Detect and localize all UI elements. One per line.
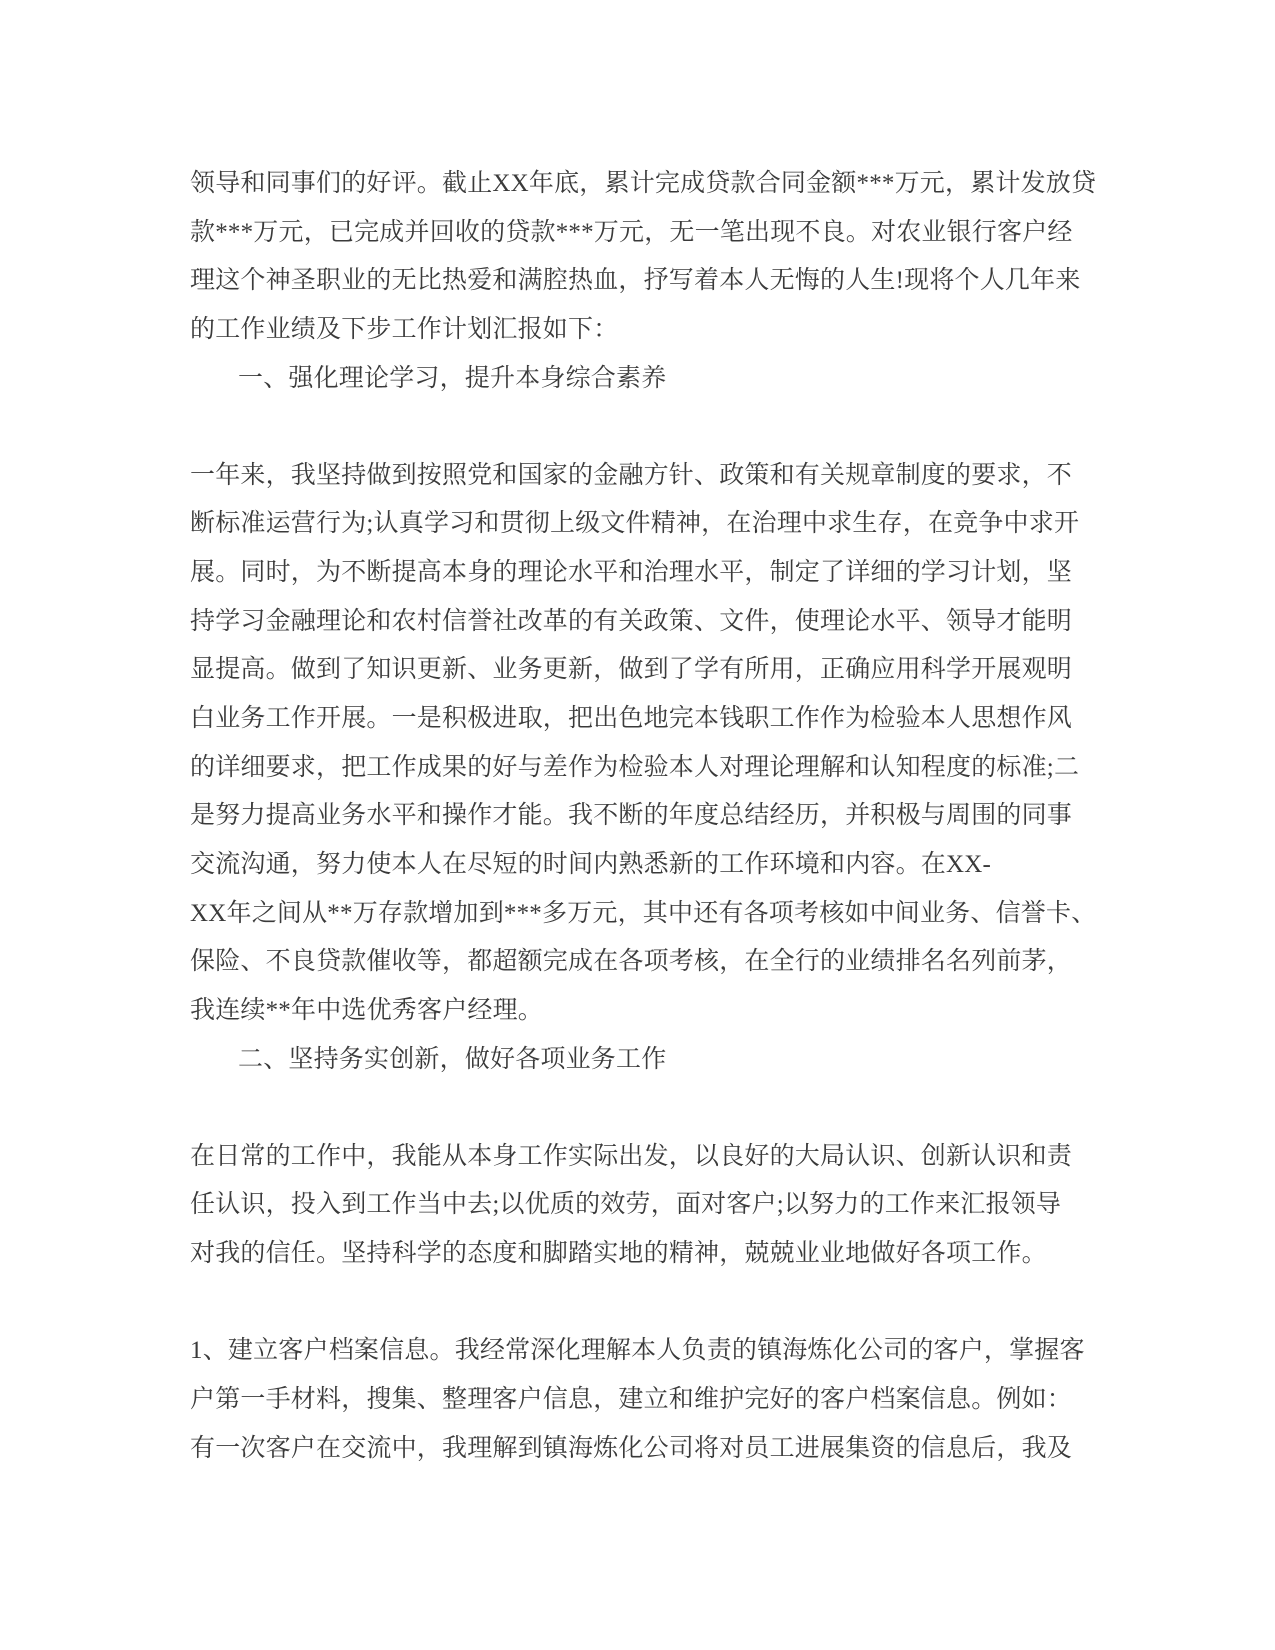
text-line: 持学习金融理论和农村信誉社改革的有关政策、文件，使理论水平、领导才能明 xyxy=(190,607,1073,635)
document-body xyxy=(190,160,1097,1473)
text-line: 显提高。做到了知识更新、业务更新，做到了学有所用，正确应用科学开展观明 xyxy=(190,656,1073,684)
text-line: 款***万元，已完成并回收的贷款***万元，无一笔出现不良。对农业银行客户经 xyxy=(190,218,1073,246)
text-line: 理这个神圣职业的无比热爱和满腔热血，抒写着本人无悔的人生!现将个人几年来 xyxy=(190,267,1081,295)
text-line: 展。同时，为不断提高本身的理论水平和治理水平，制定了详细的学习计划，坚 xyxy=(190,559,1073,587)
text-line: 交流沟通，努力使本人在尽短的时间内熟悉新的工作环境和内容。在XX- xyxy=(190,850,992,878)
text-line: 断标准运营行为;认真学习和贯彻上级文件精神，在治理中求生存，在竞争中求开 xyxy=(190,510,1080,538)
blank-line xyxy=(190,403,1071,452)
text-line: XX年之间从**万存款增加到***多万元，其中还有各项考核如中间业务、信誉卡、 xyxy=(190,899,1097,927)
text-line: 的详细要求，把工作成果的好与差作为检验本人对理论理解和认知程度的标准;二 xyxy=(190,753,1080,781)
text-line: 1、建立客户档案信息。我经常深化理解本人负责的镇海炼化公司的客户，掌握客 xyxy=(190,1337,1085,1365)
text-line: 是努力提高业务水平和操作才能。我不断的年度总结经历，并积极与周围的同事 xyxy=(190,802,1073,830)
text-line: 户第一手材料，搜集、整理客户信息，建立和维护完好的客户档案信息。例如： xyxy=(190,1386,1073,1414)
section-heading: 二、坚持务实创新，做好各项业务工作 xyxy=(238,1045,667,1073)
text-line: 在日常的工作中，我能从本身工作实际出发，以良好的大局认识、创新认识和责 xyxy=(190,1142,1073,1170)
text-line: 领导和同事们的好评。截止XX年底，累计完成贷款合同金额***万元，累计发放贷 xyxy=(190,170,1097,197)
text-line: 的工作业绩及下步工作计划汇报如下： xyxy=(190,315,619,343)
text-line: 对我的信任。坚持科学的态度和脚踏实地的精神，兢兢业业地做好各项工作。 xyxy=(190,1240,1047,1268)
blank-line xyxy=(190,1279,1071,1328)
blank-line xyxy=(190,1084,1071,1133)
text-line: 一年来，我坚持做到按照党和国家的金融方针、政策和有关规章制度的要求，不 xyxy=(190,461,1073,489)
text-line: 我连续**年中选优秀客户经理。 xyxy=(190,996,544,1024)
text-line: 有一次客户在交流中，我理解到镇海炼化公司将对员工进展集资的信息后，我及 xyxy=(190,1434,1073,1462)
text-line: 白业务工作开展。一是积极进取，把出色地完本钱职工作作为检验本人思想作风 xyxy=(190,705,1073,733)
text-line: 保险、不良贷款催收等，都超额完成在各项考核，在全行的业绩排名名列前茅， xyxy=(190,948,1073,976)
section-heading: 一、强化理论学习，提升本身综合素养 xyxy=(238,364,667,392)
text-line: 任认识，投入到工作当中去;以优质的效劳，面对客户;以努力的工作来汇报领导 xyxy=(190,1191,1062,1219)
